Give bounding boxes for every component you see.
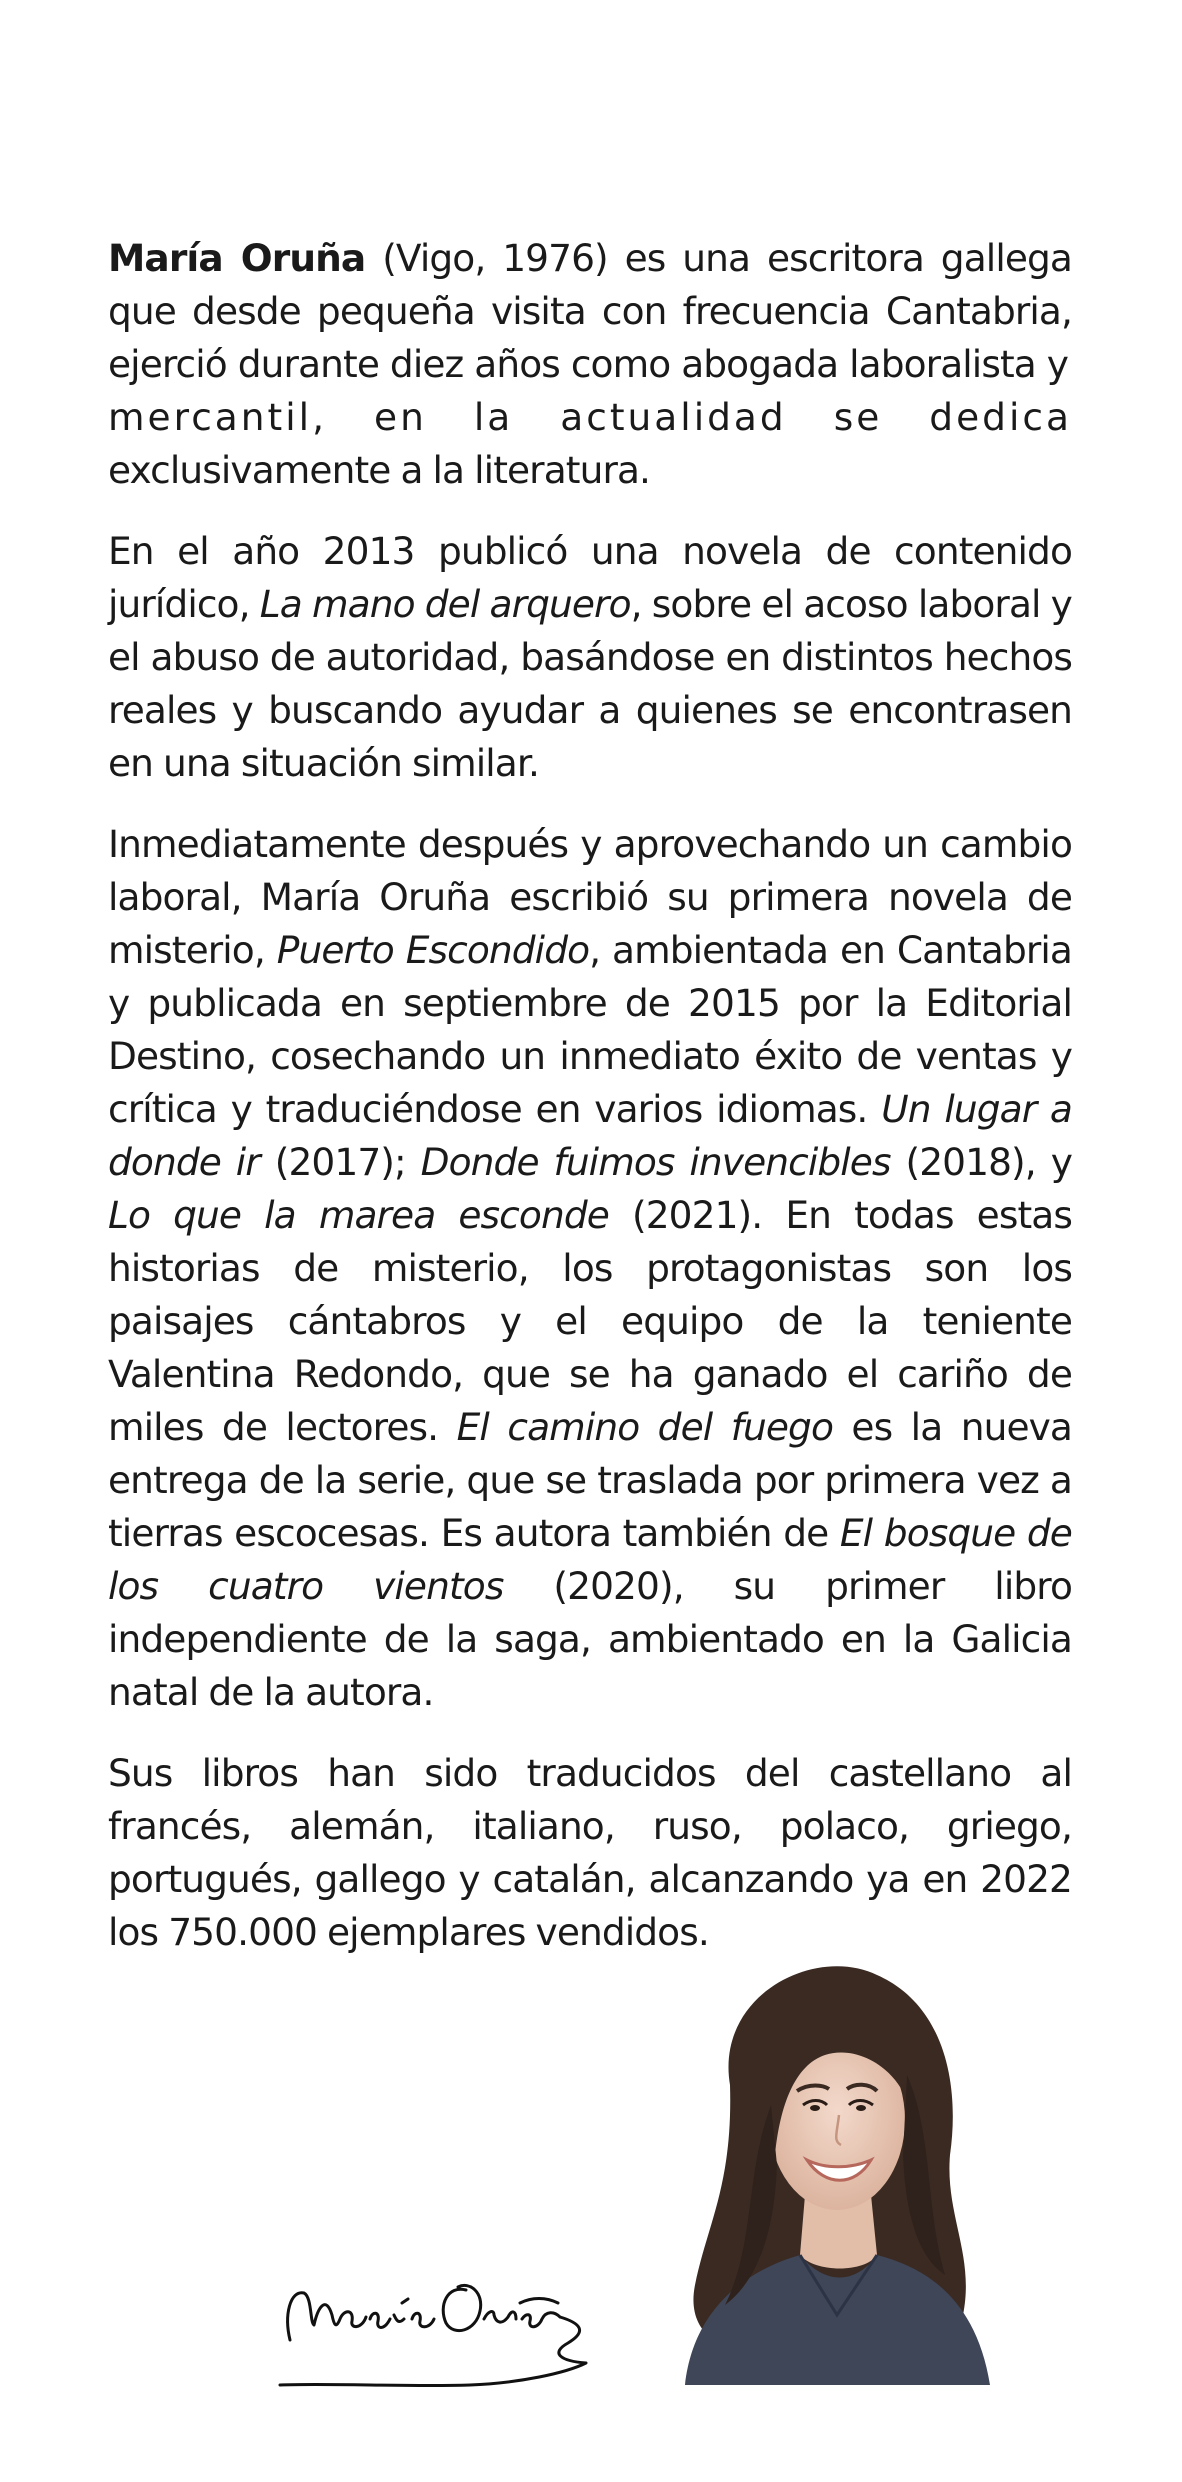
author-bio	[108, 232, 1072, 1987]
bio-paragraph-2	[108, 525, 1072, 790]
bio-text: En el año 2013 publicó una novela de contenido jurídico,	[108, 529, 1072, 626]
bio-text: , ambientada en Cantabria y publicada en septiembre de 2015 por la Editorial Destino, cosechando un inmediato éxito de ventas y crítica y traduciéndose en varios idiomas.	[108, 928, 1072, 1131]
bio-text: Inmediatamente después y aprovechando un cambio laboral, María Oruña escribió su primera novela de misterio,	[108, 822, 1072, 972]
bio-text: (2020), su primer libro independiente de la saga, ambientado en la Galicia natal de la autora.	[108, 1564, 1072, 1714]
bio-paragraph-1	[108, 232, 1072, 497]
bio-text: , sobre el acoso laboral y el abuso de autoridad, basándose en distintos hechos reales y buscando ayudar a quienes se encontrasen en una situación similar.	[108, 582, 1072, 785]
bio-text: (2021). En todas estas historias de misterio, los protagonistas son los paisajes cántabros y el equipo de la teniente Valentina Redondo, que se ha ganado el cariño de miles de lectores.	[108, 1193, 1072, 1449]
author-name: María Oruña	[108, 236, 366, 280]
bio-text: (2018), y	[890, 1140, 1072, 1184]
bio-text: (2017);	[259, 1140, 421, 1184]
author-portrait-icon	[615, 1955, 1045, 2385]
book-title: El camino del fuego	[456, 1405, 833, 1449]
bio-text: (Vigo, 1976) es una escritora gallega que desde pequeña visita con frecuencia Cantabria, ejerció durante diez años como abogada laboralista	[108, 236, 1072, 386]
bio-text: es la nueva entrega de la serie, que se traslada por primera vez a tierras escocesas. Es autora también de	[108, 1405, 1072, 1555]
book-title: El bosque de los cuatro vientos	[108, 1511, 1072, 1608]
book-title: Lo que la marea esconde	[108, 1193, 609, 1237]
bio-paragraph-4	[108, 1747, 1072, 1959]
book-title: Puerto Escondido	[276, 928, 590, 972]
book-title: La mano del arquero	[259, 582, 631, 626]
bio-text: exclusivamente a la literatura.	[108, 448, 651, 492]
signature-icon	[270, 2245, 610, 2395]
bio-text: y mercantil, en la actualidad se dedica	[108, 342, 1072, 439]
bio-text: Sus libros han sido traducidos del castellano al francés, alemán, italiano, ruso, polaco, griego, portugués, gallego y catalán, alcanzando ya en 2022 los 750.000 ejemplares vendidos.	[108, 1751, 1072, 1954]
book-title: Un lugar a donde ir	[108, 1087, 1073, 1184]
bio-paragraph-3	[108, 818, 1072, 1719]
book-title: Donde fuimos invencibles	[420, 1140, 891, 1184]
